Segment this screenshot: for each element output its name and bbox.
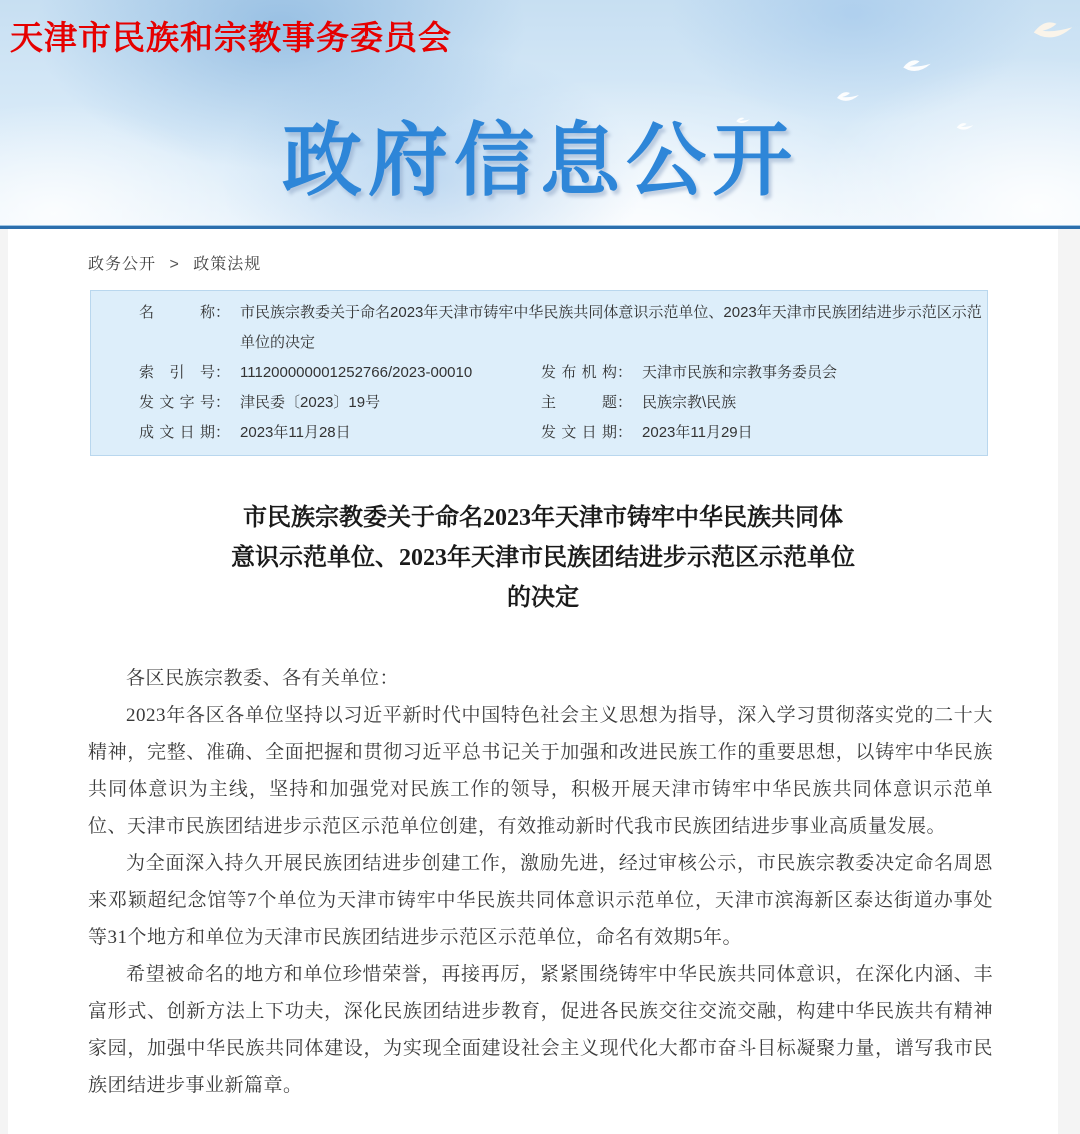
meta-row-index-issuer <box>91 358 987 388</box>
content-panel <box>8 229 1058 1134</box>
meta-cell-topic <box>541 388 736 418</box>
meta-cell-name <box>139 298 987 358</box>
meta-value-date-written: 2023年11月28日 <box>240 424 351 441</box>
meta-colon: ： <box>617 424 633 441</box>
meta-colon: ： <box>215 364 231 381</box>
meta-value-topic: 民族宗教\民族 <box>642 394 737 411</box>
breadcrumb-item-zhengwugongkai[interactable]: 政务公开 <box>88 256 157 273</box>
meta-colon: ： <box>215 304 231 321</box>
meta-label-name: 名称 <box>139 304 215 321</box>
body-paragraph: 2023年各区各单位坚持以习近平新时代中国特色社会主义思想为指导，深入学习贯彻落实党的二十大精神，完整、准确、全面把握和贯彻习近平总书记关于加强和改进民族工作的重要思想，以铸牢中华民族共同体意识为主线，坚持和加强党对民族工作的领导，积极开展天津市铸牢中华民族共同体意识示范单位、天津市民族团结进步示范区示范单位创建，有效推动新时代我市民族团结进步事业高质量发展。 <box>88 705 993 837</box>
breadcrumb <box>88 247 998 274</box>
header-banner <box>0 0 1080 225</box>
body-paragraph-salutation: 各区民族宗教委、各有关单位： <box>126 668 400 689</box>
meta-colon: ： <box>617 394 633 411</box>
meta-row-docno-topic <box>91 388 987 418</box>
meta-value-issuer: 天津市民族和宗教事务委员会 <box>642 364 838 381</box>
body-paragraph: 为全面深入持久开展民族团结进步创建工作，激励先进，经过审核公示，市民族宗教委决定命名周恩来邓颖超纪念馆等7个单位为天津市铸牢中华民族共同体意识示范单位，天津市滨海新区泰达街道办事处等31个地方和单位为天津市民族团结进步示范区示范单位，命名有效期5年。 <box>88 853 993 948</box>
body-paragraph: 希望被命名的地方和单位珍惜荣誉，再接再厉，紧紧围绕铸牢中华民族共同体意识，在深化内涵、丰富形式、创新方法上下功夫，深化民族团结进步教育，促进各民族交往交流交融，构建中华民族共有精神家园，加强中华民族共同体建设，为实现全面建设社会主义现代化大都市奋斗目标凝聚力量，谱写我市民族团结进步事业新篇章。 <box>88 964 993 1096</box>
dove-icon <box>1030 15 1076 43</box>
breadcrumb-separator: > <box>169 256 180 273</box>
document-title-line: 意识示范单位、2023年天津市民族团结进步示范区示范单位 <box>231 545 855 571</box>
meta-cell-doc-no <box>139 388 541 418</box>
meta-cell-index-no <box>139 358 541 388</box>
meta-cell-date-issued <box>541 418 753 448</box>
page-title: 政府信息公开 <box>282 116 798 205</box>
dove-icon <box>900 55 934 75</box>
meta-cell-issuer <box>541 358 837 388</box>
meta-colon: ： <box>215 394 231 411</box>
meta-colon: ： <box>617 364 633 381</box>
document-body <box>88 660 993 1104</box>
meta-label-date-issued: 发文日期 <box>541 424 617 441</box>
meta-label-date-written: 成文日期 <box>139 424 215 441</box>
meta-value-date-issued: 2023年11月29日 <box>642 424 753 441</box>
meta-colon: ： <box>215 424 231 441</box>
meta-label-doc-no: 发文字号 <box>139 394 215 411</box>
document-title <box>88 498 998 618</box>
page-background <box>0 229 1080 1134</box>
dove-icon <box>735 115 751 125</box>
meta-cell-date-written <box>139 418 541 448</box>
meta-label-topic: 主题 <box>541 394 617 411</box>
document-title-line: 的决定 <box>507 585 579 611</box>
breadcrumb-item-zhengcefagui[interactable]: 政策法规 <box>193 256 262 273</box>
meta-label-issuer: 发布机构 <box>541 364 617 381</box>
document-meta-table <box>90 290 988 456</box>
document-title-line: 市民族宗教委关于命名2023年天津市铸牢中华民族共同体 <box>243 505 843 531</box>
meta-label-index-no: 索引号 <box>139 364 215 381</box>
meta-value-index-no: 111200000001252766/2023-00010 <box>240 364 473 381</box>
meta-value-name: 市民族宗教委关于命名2023年天津市铸牢中华民族共同体意识示范单位、2023年天津市民族团结进步示范区示范单位的决定 <box>240 304 982 351</box>
dove-icon <box>955 120 975 132</box>
meta-row-dates <box>91 418 987 448</box>
meta-row-name <box>91 298 987 358</box>
site-name-link[interactable]: 天津市民族和宗教事务委员会 <box>10 19 452 56</box>
meta-value-doc-no: 津民委〔2023〕19号 <box>240 394 381 411</box>
dove-icon <box>835 88 861 104</box>
